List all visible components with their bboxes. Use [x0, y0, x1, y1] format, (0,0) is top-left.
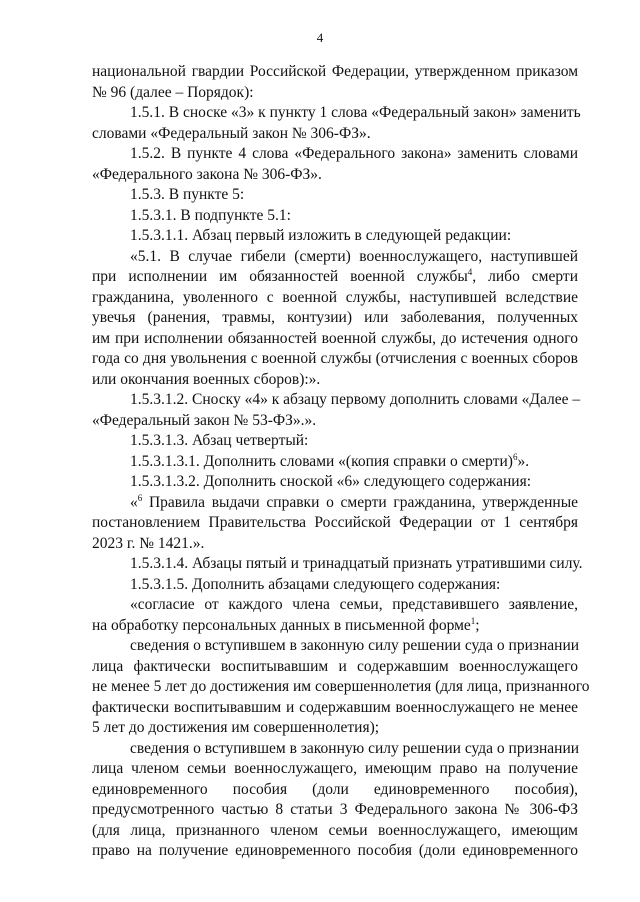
line-text-continuation: ».	[517, 452, 530, 470]
line-text: сведения о вступившем в законную силу решении суда о признании	[130, 637, 580, 654]
text-line	[92, 800, 578, 821]
line-text: 1.5.3. В пункте 5:	[130, 186, 245, 203]
footnote-marker: 6	[137, 492, 143, 503]
page-number: 4	[316, 30, 324, 45]
text-line	[92, 144, 578, 165]
text-line	[92, 267, 578, 288]
line-text-continuation: , либо смерти	[472, 268, 578, 285]
line-text: на обработку персональных данных в письменной форме	[92, 616, 471, 634]
line-text: 1.5.3.1.4. Абзацы пятый и тринадцатый признать утратившими силу.	[130, 555, 583, 572]
line-text: фактически воспитывавшим и содержавшим военнослужащего не менее	[92, 698, 578, 716]
text-line	[92, 288, 578, 309]
text-line	[92, 595, 578, 616]
line-text: словами «Федеральный закон № 306-ФЗ».	[92, 124, 371, 142]
text-line	[92, 390, 581, 411]
line-text: сведения о вступившем в законную силу решении суда о признании	[130, 739, 580, 757]
text-line	[92, 739, 578, 760]
text-line	[92, 759, 578, 780]
line-text: лица членом семьи военнослужащего, имеющим право на получение	[92, 760, 578, 777]
footnote-marker: 6	[512, 451, 518, 462]
text-line	[92, 534, 578, 555]
line-text: 1.5.3.1. В подпункте 5.1:	[130, 206, 291, 224]
footnote-marker: 1	[470, 615, 476, 626]
text-line	[92, 657, 578, 678]
text-line	[92, 206, 578, 227]
line-text: 1.5.3.1.3. Абзац четвертый:	[130, 432, 309, 449]
text-line	[92, 349, 578, 370]
text-line	[92, 124, 578, 145]
text-line	[92, 554, 583, 575]
line-text: не менее 5 лет до достижения им совершеннолетия (для лица, признанного	[92, 678, 590, 695]
text-line	[92, 103, 581, 124]
line-text: 1.5.3.1.2. Сноску «4» к абзацу первому дополнить словами «Далее –	[130, 391, 581, 408]
line-text: 1.5.1. В сноске «3» к пункту 1 слова «Федеральный закон» заменить	[130, 104, 581, 121]
text-line	[92, 616, 578, 637]
line-text: 1.5.3.1.3.1. Дополнить словами «(копия справки о смерти)	[130, 452, 513, 470]
text-line	[92, 575, 578, 596]
line-text: № 96 (далее – Порядок):	[92, 83, 254, 101]
text-line	[92, 513, 578, 534]
text-line	[92, 185, 578, 206]
line-text: предусмотренного частью 8 статьи 3 Федерального закона № 306-ФЗ	[92, 801, 578, 818]
line-text: лица фактически воспитывавшим и содержавшим военнослужащего	[92, 657, 578, 675]
line-text: увечья (ранения, травмы, контузии) или заболевания, полученных	[92, 309, 578, 326]
line-text: или окончания военных сборов):».	[92, 370, 321, 388]
line-text: 5 лет до достижения им совершеннолетия);	[92, 719, 380, 736]
text-line	[92, 226, 578, 247]
text-line	[92, 677, 590, 698]
text-line	[92, 62, 578, 83]
line-text: право на получение единовременного пособия (доли единовременного	[92, 842, 578, 859]
text-line	[92, 780, 578, 801]
text-line	[92, 431, 578, 452]
line-text: при исполнении им обязанностей военной службы	[92, 268, 468, 285]
text-line	[92, 83, 578, 104]
text-line	[92, 308, 578, 329]
line-text: 1.5.3.1.1. Абзац первый изложить в следующей редакции:	[130, 227, 512, 244]
text-line	[92, 718, 578, 739]
footnote-marker: 4	[467, 267, 473, 277]
text-line	[92, 411, 578, 432]
line-text: 1.5.3.1.3.2. Дополнить сноской «6» следующего содержания:	[130, 473, 532, 490]
line-text: 1.5.2. В пункте 4 слова «Федерального закона» заменить словами	[130, 145, 578, 162]
line-text: «согласие от каждого члена семьи, представившего заявление,	[130, 596, 578, 613]
text-line	[92, 165, 578, 186]
line-text: постановлением Правительства Российской Федерации от 1 сентября	[92, 514, 578, 531]
text-line	[92, 247, 578, 268]
line-text: «Федеральный закон № 53-ФЗ».».	[92, 411, 317, 429]
document-body	[92, 62, 590, 862]
line-text: им при исполнении обязанностей военной службы, до истечения одного	[92, 329, 578, 347]
line-text: года со дня увольнения с военной службы (отчисления с военных сборов	[92, 350, 578, 367]
line-text: национальной гвардии Российской Федерации, утвержденном приказом	[92, 63, 578, 80]
text-line	[92, 472, 578, 493]
line-text-continuation: ;	[475, 616, 480, 634]
line-text: «5.1. В случае гибели (смерти) военнослужащего, наступившей	[130, 247, 578, 265]
text-line	[92, 821, 578, 842]
line-text: 2023 г. № 1421.».	[92, 534, 205, 552]
line-text: «Федерального закона № 306-ФЗ».	[92, 165, 322, 183]
text-line	[92, 841, 578, 862]
text-line	[92, 493, 578, 514]
line-text: «	[130, 493, 138, 511]
line-text: гражданина, уволенного с военной службы, наступившей вследствие	[92, 288, 578, 306]
text-line	[92, 370, 578, 391]
line-text: (для лица, признанного членом семьи военнослужащего, имеющим	[92, 821, 578, 839]
line-text: 1.5.3.1.5. Дополнить абзацами следующего содержания:	[130, 575, 501, 593]
text-line	[92, 636, 578, 657]
line-text: единовременного пособия (доли единовременного пособия),	[92, 780, 578, 798]
text-line	[92, 452, 578, 473]
line-text-continuation: Правила выдачи справки о смерти гражданина, утвержденные	[142, 493, 578, 511]
text-line	[92, 329, 578, 350]
text-line	[92, 698, 578, 719]
